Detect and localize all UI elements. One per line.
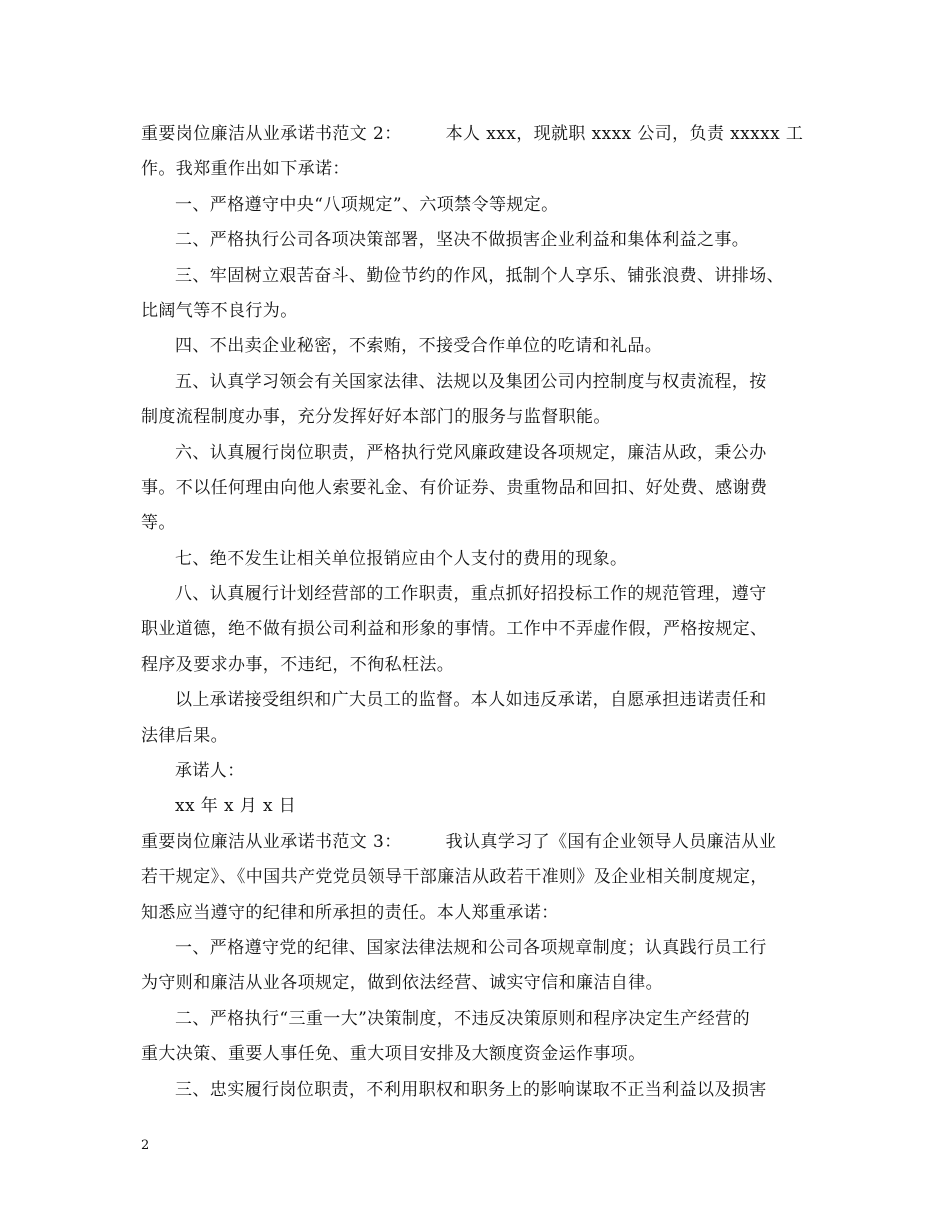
paragraph-line: 三、牢固树立艰苦奋斗、勤俭节约的作风，抵制个人享乐、铺张浪费、讲排场、 bbox=[175, 265, 784, 286]
paragraph-line: 七、绝不发生让相关单位报销应由个人支付的费用的现象。 bbox=[175, 548, 628, 569]
paragraph-line: 法律后果。 bbox=[141, 725, 228, 746]
paragraph-line: 一、严格遵守党的纪律、国家法律法规和公司各项规章制度；认真践行员工行 bbox=[175, 937, 767, 958]
page-number: 2 bbox=[141, 1138, 150, 1153]
section-3-title: 重要岗位廉洁从业承诺书范文 3： bbox=[141, 831, 402, 852]
document-body bbox=[141, 117, 811, 1108]
section-2-intro: 本人 xxx，现就职 xxxx 公司，负责 xxxxx 工 bbox=[445, 124, 804, 144]
paragraph-line: 制度流程制度办事，充分发挥好好本部门的服务与监督职能。 bbox=[141, 407, 611, 428]
paragraph-line: 作。我郑重作出如下承诺： bbox=[141, 159, 350, 180]
signature-date: xx 年 x 月 x 日 bbox=[175, 796, 297, 817]
paragraph-line: 三、忠实履行岗位职责，不利用职权和职务上的影响谋取不正当利益以及损害 bbox=[175, 1079, 767, 1100]
paragraph-line: 二、严格执行公司各项决策部署，坚决不做损害企业利益和集体利益之事。 bbox=[175, 230, 750, 251]
paragraph-line: 比阔气等不良行为。 bbox=[141, 300, 298, 321]
paragraph-line: 等。 bbox=[141, 513, 176, 534]
paragraph-line: 知悉应当遵守的纪律和所承担的责任。本人郑重承诺： bbox=[141, 902, 559, 923]
paragraph-line: 职业道德，绝不做有损公司利益和形象的事情。工作中不弄虚作假，严格按规定、 bbox=[141, 619, 768, 640]
paragraph-line: 以上承诺接受组织和广大员工的监督。本人如违反承诺，自愿承担违诺责任和 bbox=[175, 690, 767, 711]
paragraph-line: 若干规定》、《中国共产党党员领导干部廉洁从政若干准则》及企业相关制度规定， bbox=[141, 867, 768, 888]
paragraph-line: 二、严格执行“三重一大”决策制度，不违反决策原则和程序决定生产经营的 bbox=[175, 1008, 750, 1029]
paragraph-line: 六、认真履行岗位职责，严格执行党风廉政建设各项规定，廉洁从政，秉公办 bbox=[175, 442, 767, 463]
paragraph-line: 一、严格遵守中央“八项规定”、六项禁令等规定。 bbox=[175, 194, 559, 215]
paragraph-line: 重大决策、重要人事任免、重大项目安排及大额度资金运作事项。 bbox=[141, 1044, 646, 1065]
paragraph-line: 五、认真学习领会有关国家法律、法规以及集团公司内控制度与权责流程，按 bbox=[175, 371, 767, 392]
paragraph-line: 四、不出卖企业秘密，不索贿，不接受合作单位的吃请和礼品。 bbox=[175, 336, 663, 357]
paragraph-line: 八、认真履行计划经营部的工作职责，重点抓好招投标工作的规范管理，遵守 bbox=[175, 584, 767, 605]
section-3-intro: 我认真学习了《国有企业领导人员廉洁从业 bbox=[445, 831, 777, 852]
paragraph-line: 为守则和廉洁从业各项规定，做到依法经营、诚实守信和廉洁自律。 bbox=[141, 973, 663, 994]
paragraph-line: 程序及要求办事，不违纪，不徇私枉法。 bbox=[141, 654, 455, 675]
section-2-title: 重要岗位廉洁从业承诺书范文 2： bbox=[141, 124, 402, 144]
section-3-heading-line bbox=[141, 825, 811, 860]
section-2-heading-line bbox=[141, 117, 811, 152]
paragraph-line: 事。不以任何理由向他人索要礼金、有价证券、贵重物品和回扣、好处费、感谢费 bbox=[141, 477, 768, 498]
signature-label: 承诺人： bbox=[175, 761, 245, 782]
